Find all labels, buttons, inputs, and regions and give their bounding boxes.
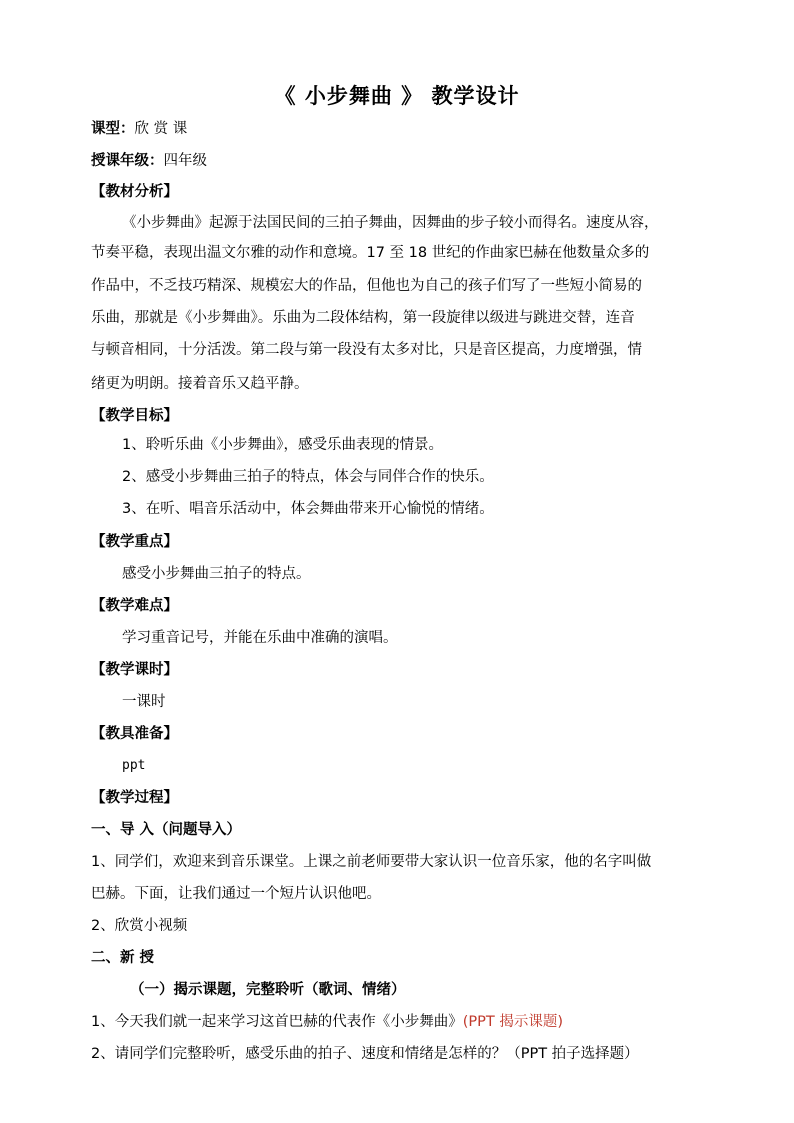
materials-text: ppt xyxy=(122,758,146,773)
section-heading-hours: 【教学课时】 xyxy=(91,662,178,678)
grade-row xyxy=(91,151,207,171)
section-heading-goals: 【教学目标】 xyxy=(91,408,178,424)
section-heading-analysis: 【教材分析】 xyxy=(91,184,178,200)
part2-line-1-text: 1、今天我们就一起来学习这首巴赫的代表作《小步舞曲》 xyxy=(91,1014,463,1030)
difficulty-text: 学习重音记号，并能在乐曲中准确的演唱。 xyxy=(122,630,398,646)
part2-line-1 xyxy=(91,1012,563,1032)
grade-value: 四年级 xyxy=(163,153,207,169)
section-heading-materials: 【教具准备】 xyxy=(91,726,178,742)
part1-line: 1、同学们，欢迎来到音乐课堂。上课之前老师要带大家认识一位音乐家，他的名字叫做 xyxy=(91,854,652,870)
page-title: 《 小步舞曲 》 教学设计 xyxy=(274,84,520,108)
section-heading-difficulty: 【教学难点】 xyxy=(91,598,178,614)
lesson-type-label: 课型： xyxy=(91,121,135,137)
part1-line: 2、欣赏小视频 xyxy=(91,918,188,934)
goal-item: 2、感受小步舞曲三拍子的特点，体会与同伴合作的快乐。 xyxy=(122,469,494,485)
ppt-note: (PPT 揭示课题) xyxy=(462,1014,564,1030)
analysis-line: 节奏平稳，表现出温文尔雅的动作和意境。17 至 18 世纪的作曲家巴赫在他数量众多的 xyxy=(91,245,650,261)
section-heading-key-point: 【教学重点】 xyxy=(91,534,178,550)
part2-subheading: （一）揭示课题，完整聆听（歌词、情绪） xyxy=(130,982,406,998)
lesson-type-row xyxy=(91,119,187,139)
hours-text: 一课时 xyxy=(122,694,166,710)
key-point-text: 感受小步舞曲三拍子的特点。 xyxy=(122,566,311,582)
part2-heading: 二、新 授 xyxy=(91,950,155,966)
analysis-line: 绪更为明朗。接着音乐又趋平静。 xyxy=(91,376,309,392)
lesson-type-value: 欣 赏 课 xyxy=(134,121,188,137)
part1-heading: 一、导 入（问题导入） xyxy=(91,822,242,838)
section-heading-process: 【教学过程】 xyxy=(91,790,178,806)
part1-line: 巴赫。下面，让我们通过一个短片认识他吧。 xyxy=(91,886,381,902)
analysis-line: 作品中，不乏技巧精深、规模宏大的作品，但他也为自己的孩子们写了一些短小简易的 xyxy=(91,278,642,294)
part2-line-2: 2、请同学们完整聆听，感受乐曲的拍子、速度和情绪是怎样的？（PPT 拍子选择题） xyxy=(91,1046,639,1062)
goal-item: 1、聆听乐曲《小步舞曲》，感受乐曲表现的情景。 xyxy=(122,437,443,453)
analysis-line: 乐曲，那就是《小步舞曲》。乐曲为二段体结构，第一段旋律以级进与跳进交替，连音 xyxy=(91,310,635,326)
analysis-line: 《小步舞曲》起源于法国民间的三拍子舞曲，因舞曲的步子较小而得名。速度从容， xyxy=(122,215,659,231)
grade-label: 授课年级： xyxy=(91,153,164,169)
analysis-line: 与顿音相同，十分活泼。第二段与第一段没有太多对比，只是音区提高，力度增强，情 xyxy=(91,342,642,358)
goal-item: 3、在听、唱音乐活动中，体会舞曲带来开心愉悦的情绪。 xyxy=(122,501,494,517)
